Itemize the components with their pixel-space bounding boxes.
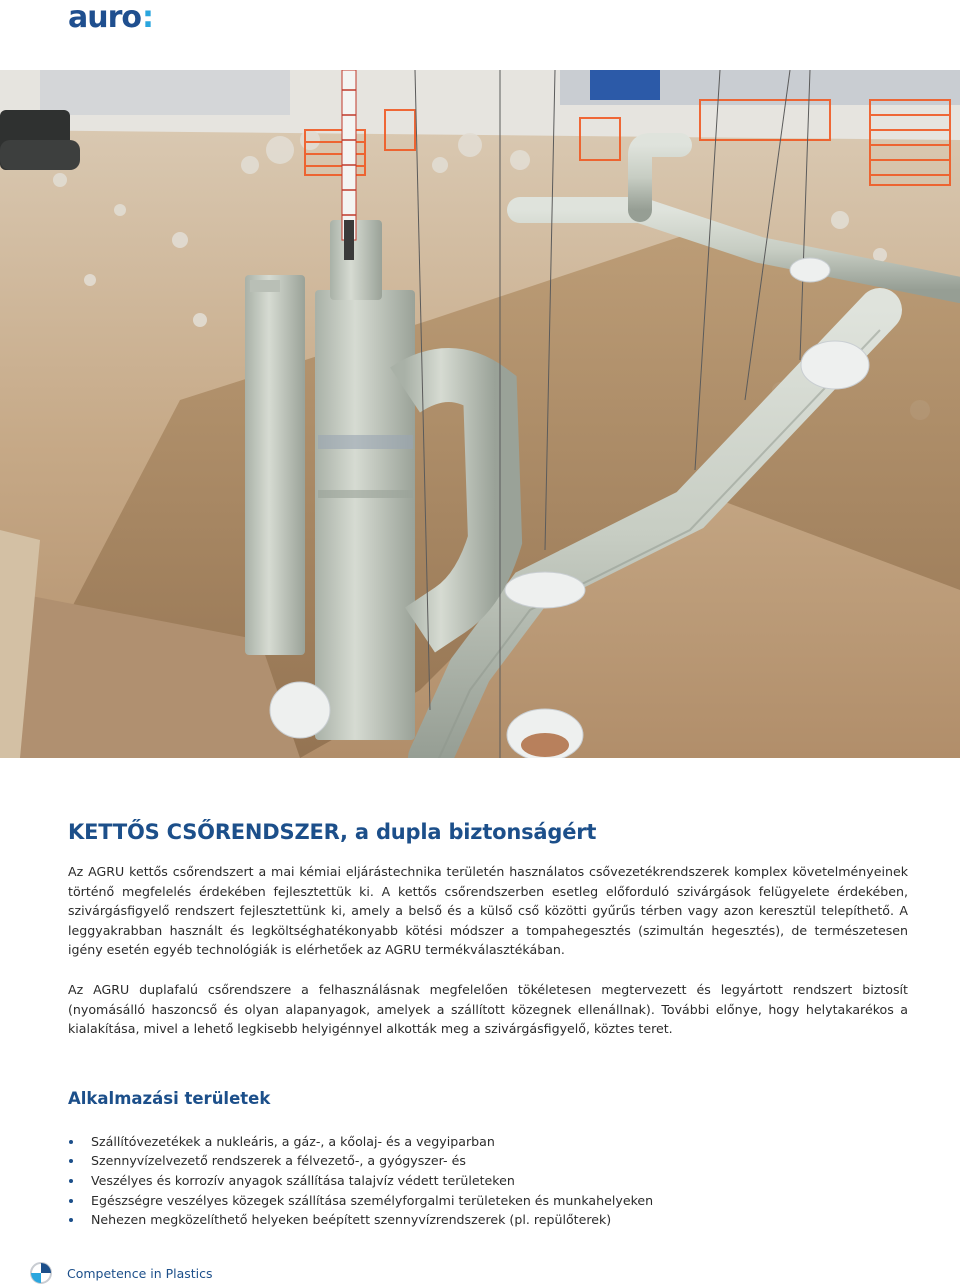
construction-photo xyxy=(0,70,960,758)
building-wall xyxy=(40,70,290,115)
list-item: Nehezen megközelíthető helyeken beépített szennyvízrendszerek (pl. repülőterek) xyxy=(68,1210,908,1230)
logo-colon: : xyxy=(142,0,154,35)
blue-barrels xyxy=(590,70,660,100)
auro-logo xyxy=(68,0,153,34)
riser-left xyxy=(245,275,305,655)
riser-main xyxy=(315,290,415,740)
auro-mark-icon xyxy=(30,1262,52,1284)
clay-brick xyxy=(521,733,569,757)
footer-tagline: Competence in Plastics xyxy=(67,1265,213,1281)
logo-text: auro xyxy=(68,0,142,35)
applications-list xyxy=(68,1132,908,1230)
list-item: Egészségre veszélyes közegek szállítása személyforgalmi területeken és munkahelyeken xyxy=(68,1191,908,1211)
page-title: KETTŐS CSŐRENDSZER, a dupla biztonságért xyxy=(68,820,597,844)
excavator xyxy=(0,110,80,170)
list-item: Veszélyes és korrozív anyagok szállítása talajvíz védett területeken xyxy=(68,1171,908,1191)
photo-illustration xyxy=(0,70,960,758)
footer xyxy=(30,1262,213,1284)
applications-heading: Alkalmazási területek xyxy=(68,1088,271,1108)
benefits-paragraph: Az AGRU duplafalú csőrendszere a felhasználásnak megfelelően tökéletesen megtervezett és legyártott rendszert biztosít (nyomásálló haszoncső és olyan alapanyagok, amelyek a szállított közegnek ellenállnak). További előnye, hogy helytakarékos a kialakítása, mivel a lehető legkisebb helyigénnyel alkották meg a szivárgásfigyelő, köztes teret. xyxy=(68,981,908,1037)
intro-paragraph: Az AGRU kettős csőrendszert a mai kémiai eljárástechnika területén használatos csővezetékrendszerek komplex követelményeinek történő megfelelés érdekében fejlesztettük ki. A kettős csőrendszerben esetleg előforduló szivárgások felügyelete érdekében, szivárgásfigyelő rendszert fejlesztettünk ki, amely a belső és a külső cső közötti gyűrűs térben vagy azon keresztül telepíthető. A leggyakrabban használt és legköltséghatékonyabb kötési módszer a tompahegesztés (szimultán hegesztés), de természetesen igény esetén egyéb technológiák is elérhetőek az AGRU termékválasztékában. xyxy=(68,864,908,958)
list-item: Szennyvízelvezető rendszerek a félvezető-, a gyógyszer- és xyxy=(68,1151,908,1171)
main-content xyxy=(68,820,908,1230)
list-item: Szállítóvezetékek a nukleáris, a gáz-, a kőolaj- és a vegyiparban xyxy=(68,1132,908,1152)
